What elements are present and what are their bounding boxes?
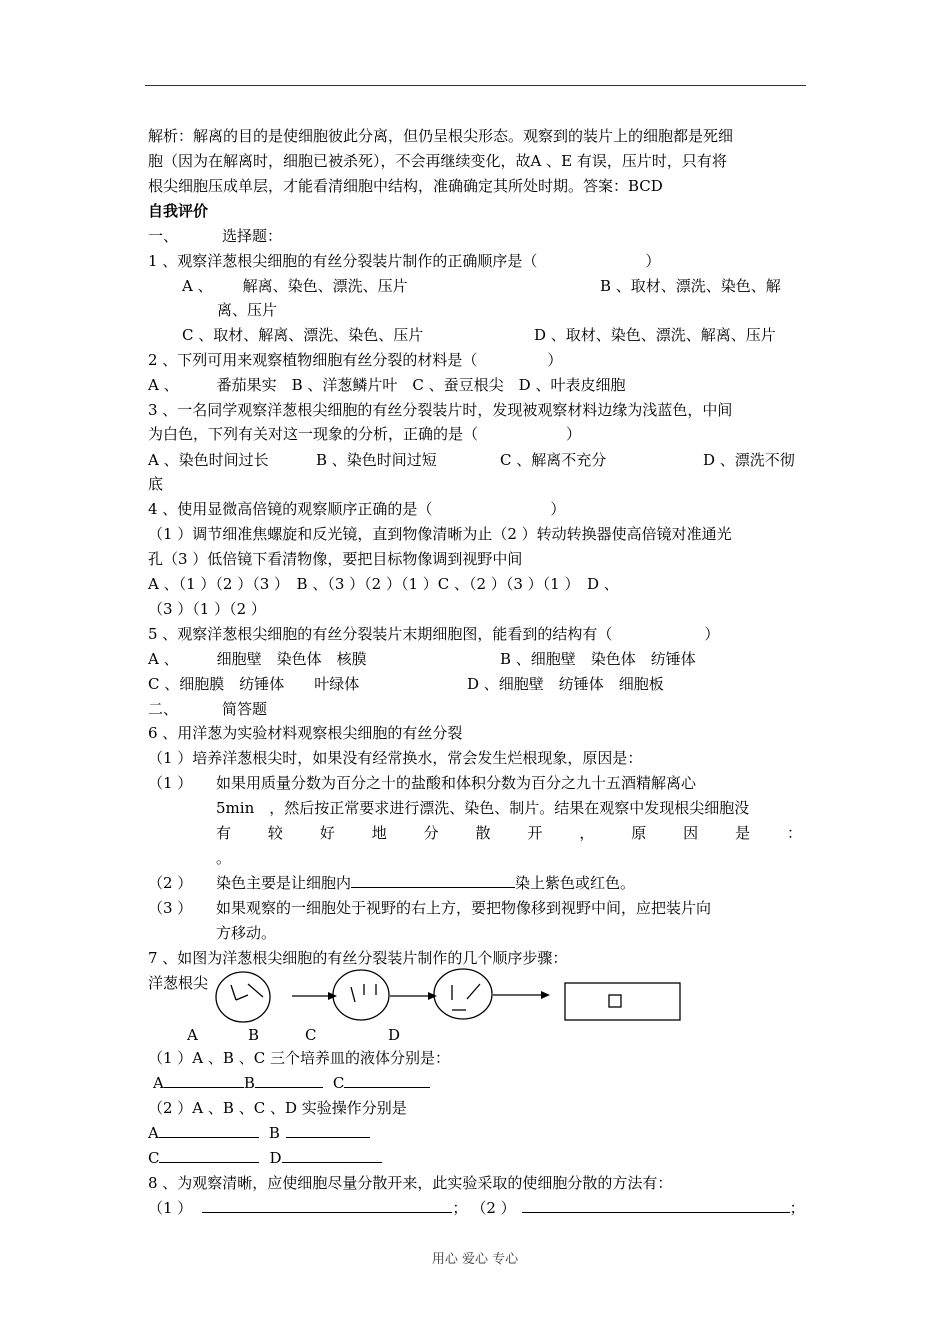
q6-sub-4-line-1: 如果观察的一细胞处于视野的右上方，要把物像移到视野中间，应把装片向 <box>216 899 712 917</box>
q4-line-2: 孔（3 ）低倍镜下看清物像，要把目标物像调到视野中间 <box>148 550 523 568</box>
q6-sub-4-num: （3 ） <box>148 899 193 917</box>
q5-a-label: A 、 <box>148 650 179 668</box>
q4-options-cont: （3 ）（1 ）（2 ） <box>148 600 266 618</box>
q6-spread-char: ： <box>786 824 802 842</box>
q7-s2-a-label: A <box>148 1124 159 1142</box>
part1-num: 一、 <box>148 227 179 245</box>
q6-spread-char: 原 <box>631 824 647 842</box>
part2-num: 二、 <box>148 700 179 718</box>
q3-option-d: D 、漂洗不彻 <box>703 451 795 469</box>
q6-spread-char: ， <box>579 824 595 842</box>
q4-options: A 、（1 ）（2 ）（3 ） B 、（3 ）（2 ）（1 ）C 、（2 ）（3 ）（1 ） D 、 <box>148 575 619 593</box>
root-mark-a3 <box>248 984 263 997</box>
root-mark-a2 <box>236 995 248 1000</box>
q8-answer-row <box>148 1196 805 1220</box>
q6-spread-char: 好 <box>319 824 335 842</box>
q6-sub-4-line-2: 方移动。 <box>216 924 277 942</box>
q5-option-b: B 、细胞壁 染色体 纺锤体 <box>500 650 696 668</box>
q2-close: ） <box>547 351 563 369</box>
q8-blank-1[interactable] <box>202 1196 452 1213</box>
q3-close: ） <box>566 425 582 443</box>
q8-p2: （2 ） <box>471 1199 516 1217</box>
q6-spread-char: 较 <box>267 824 283 842</box>
q6-spread-char: 有 <box>216 824 232 842</box>
q7-stem: 7 、如图为洋葱根尖细胞的有丝分裂装片制作的几个顺序步骤： <box>148 949 568 967</box>
q8-stem: 8 、为观察清晰，应使细胞尽量分散开来，此实验采取的使细胞分散的方法有： <box>148 1174 673 1192</box>
q6-sub-2-num: （1 ） <box>148 774 193 792</box>
q4-close: ） <box>550 500 566 518</box>
q3-option-b: B 、染色时间过短 <box>316 451 437 469</box>
q7-sub-1-blanks <box>153 1071 430 1095</box>
part2-title: 简答题 <box>222 700 268 718</box>
q3-option-c: C 、解离不充分 <box>500 451 607 469</box>
q6-sub-2-line-1: 如果用质量分数为百分之十的盐酸和体积分数为百分之九十五酒精解离心 <box>216 774 697 792</box>
q1-option-b-cont: 离、压片 <box>217 301 278 319</box>
arrowhead-b-c <box>428 992 437 1000</box>
dish-b <box>333 970 389 1020</box>
q6-sub-1: （1 ）培养洋葱根尖时，如果没有经常换水，常会发生烂根现象，原因是： <box>148 749 643 767</box>
q7-sub-2-row-2 <box>148 1146 382 1170</box>
q6-spread-char: 因 <box>683 824 699 842</box>
q8-sep: ； <box>452 1199 468 1217</box>
q7-s2-c-label: C <box>148 1149 160 1167</box>
page-footer: 用心 爱心 专心 <box>431 1252 519 1267</box>
q5-a-text: 细胞壁 染色体 核膜 <box>216 650 367 668</box>
q7-sub-2: （2 ）A 、B 、C 、D 实验操作分别是 <box>148 1099 407 1117</box>
q3-option-a: A 、染色时间过长 <box>148 451 269 469</box>
q3-option-d-cont: 底 <box>148 475 164 493</box>
q6-spread-char: 开 <box>527 824 543 842</box>
q6-spread-char: 散 <box>475 824 491 842</box>
part1-title: 选择题： <box>222 227 283 245</box>
q7-blank-1a[interactable] <box>164 1071 244 1088</box>
q7-label-a: A <box>187 1026 198 1044</box>
q6-spread-char: 是 <box>735 824 751 842</box>
q4-line-1: （1 ）调节细准焦螺旋和反光镜，直到物像清晰为止（2 ）转动转换器使高倍镜对准通光 <box>148 525 732 543</box>
q1-stem: 1 、观察洋葱根尖细胞的有丝分裂装片制作的正确顺序是（ <box>148 252 538 270</box>
q5-option-d: D 、细胞壁 纺锤体 细胞板 <box>467 675 664 693</box>
q6-sub-3-num: （2 ） <box>148 874 193 892</box>
q7-sub-2-row-1 <box>148 1121 370 1145</box>
q3-stem: 为白色，下列有关对这一现象的分析，正确的是（ <box>148 425 479 443</box>
q7-label-c: C <box>305 1026 317 1044</box>
q2-a-label: A 、 <box>148 376 179 394</box>
q1-option-b: B 、取材、漂洗、染色、解 <box>600 277 781 295</box>
q2-stem: 2 、下列可用来观察植物细胞有丝分裂的材料是（ <box>148 351 478 369</box>
q6-stem: 6 、用洋葱为实验材料观察根尖细胞的有丝分裂 <box>148 724 463 742</box>
q6-spread-char: 分 <box>423 824 439 842</box>
analysis-line-1: 解析：解离的目的是使细胞彼此分离，但仍呈根尖形态。观察到的装片上的细胞都是死细 <box>148 127 734 145</box>
slide-d <box>565 983 680 1020</box>
q5-close: ） <box>704 625 720 643</box>
q6-sub-2-line-4: 。 <box>216 849 232 867</box>
q7-label-d: D <box>388 1026 401 1044</box>
section-title: 自我评价 <box>148 202 209 220</box>
analysis-line-3: 根尖细胞压成单层，才能看清细胞中结构，准确确定其所处时期。答案：BCD <box>148 177 663 195</box>
q5-stem: 5 、观察洋葱根尖细胞的有丝分裂装片末期细胞图，能看到的结构有（ <box>148 625 613 643</box>
q7-blank-2a[interactable] <box>159 1121 259 1138</box>
q8-blank-2[interactable] <box>522 1196 790 1213</box>
q7-s2-d-label: D <box>269 1149 282 1167</box>
q7-blank-2b[interactable] <box>286 1121 370 1138</box>
q7-blank-1c[interactable] <box>344 1071 430 1088</box>
q7-s2-b-label: B <box>268 1124 280 1142</box>
q6-sub-3-pre: 染色主要是让细胞内 <box>216 874 352 892</box>
q8-p1: （1 ） <box>148 1199 193 1217</box>
root-mark-a1 <box>231 985 236 1000</box>
q7-s1-c-label: C <box>332 1074 345 1092</box>
q1-close: ） <box>645 252 661 270</box>
q7-label-b: B <box>248 1026 260 1044</box>
root-mark-c2 <box>467 984 480 999</box>
q3-line-1: 3 、一名同学观察洋葱根尖细胞的有丝分裂装片时，发现被观察材料边缘为浅蓝色，中间 <box>148 401 733 419</box>
q7-s1-a-label: A <box>153 1074 164 1092</box>
q7-blank-1b[interactable] <box>255 1071 323 1088</box>
q1-option-c: C 、取材、解离、漂洗、染色、压片 <box>182 326 424 344</box>
q1-option-d: D 、取材、染色、漂洗、解离、压片 <box>534 326 776 344</box>
q5-option-c: C 、细胞膜 纺锤体 叶绿体 <box>148 675 360 693</box>
q6-spread-char: 地 <box>371 824 387 842</box>
q7-blank-2d[interactable] <box>282 1146 382 1163</box>
q7-s1-b-label: B <box>243 1074 255 1092</box>
q4-stem: 4 、使用显微高倍镜的观察顺序正确的是（ <box>148 500 433 518</box>
q7-blank-2c[interactable] <box>159 1146 259 1163</box>
q7-sub-1: （1 ）A 、B 、C 三个培养皿的液体分别是： <box>148 1049 450 1067</box>
coverslip-d <box>609 995 621 1007</box>
q1-a-text: 解离、染色、漂洗、压片 <box>242 277 408 295</box>
arrowhead-c-d <box>541 991 550 999</box>
analysis-line-2: 胞（因为在解离时，细胞已被杀死），不会再继续变化，故A 、E 有误，压片时，只有将 <box>148 152 727 170</box>
q6-sub-2-line-2: 5min ，然后按正常要求进行漂洗、染色、制片。结果在观察中发现根尖细胞没 <box>216 799 750 817</box>
dish-c <box>434 969 492 1019</box>
q6-sub-3-post: 染上紫色或红色。 <box>515 874 636 892</box>
q7-diagram-label: 洋葱根尖 <box>148 974 209 992</box>
q1-a-label: A 、 <box>182 277 213 295</box>
root-mark-b1 <box>351 987 355 1002</box>
q8-end: ； <box>789 1199 805 1217</box>
q2-options-text: 番茄果实 B 、洋葱鳞片叶 C 、蚕豆根尖 D 、叶表皮细胞 <box>216 376 626 394</box>
